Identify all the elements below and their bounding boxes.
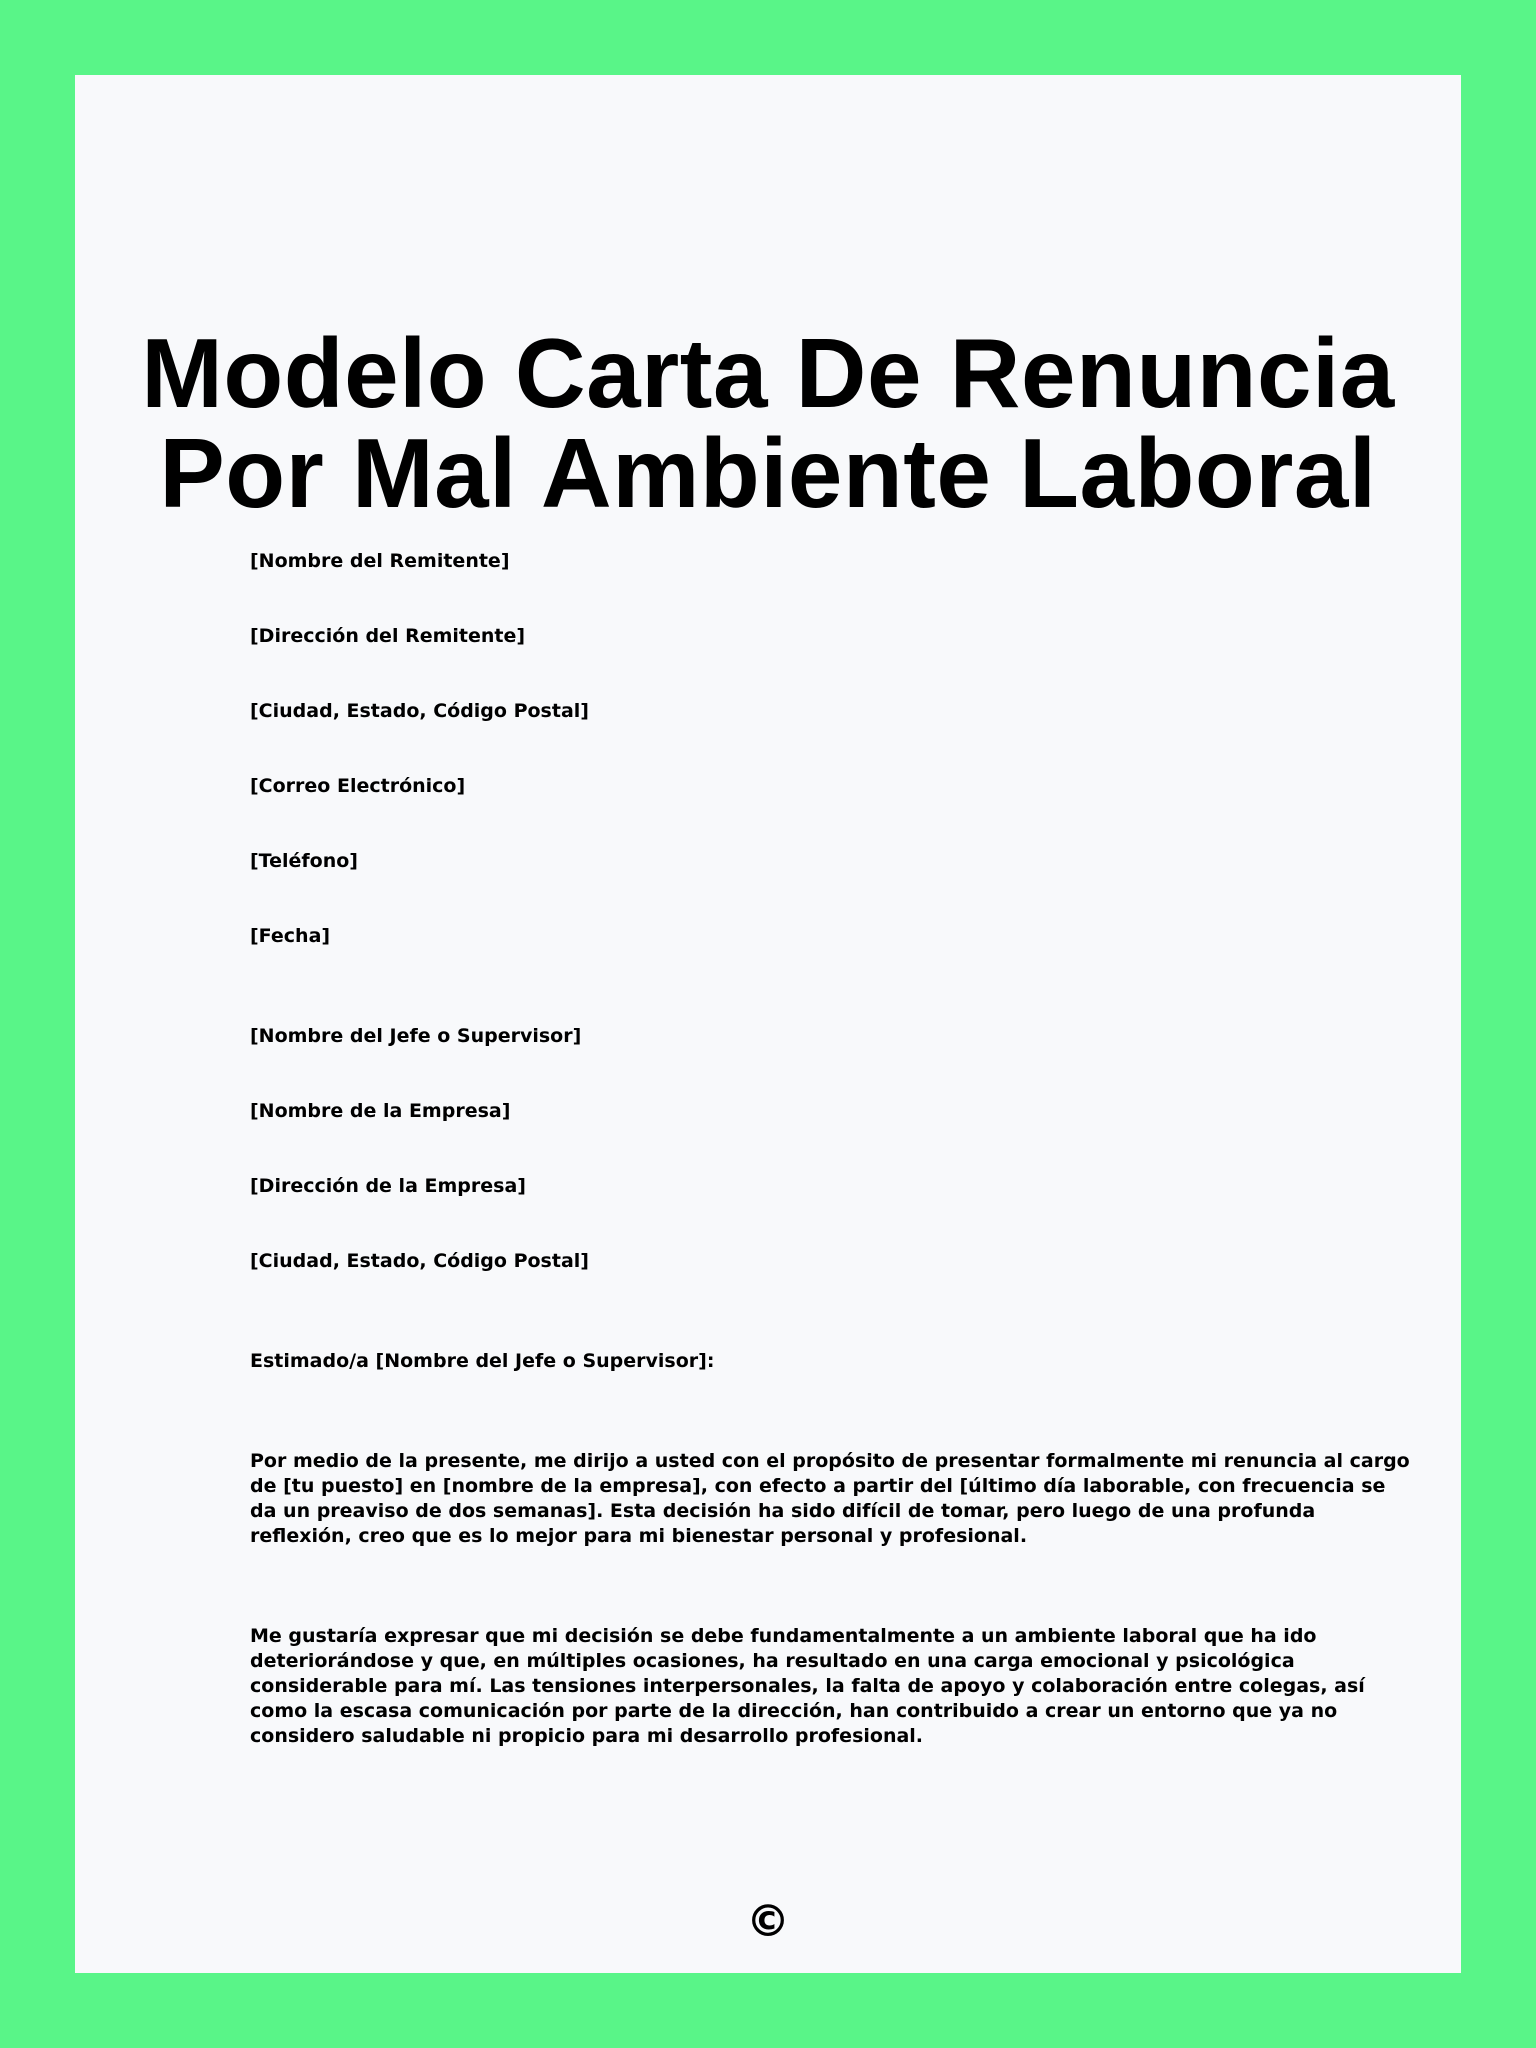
letter-date: [Fecha] — [250, 925, 331, 947]
title-line-1: Modelo Carta De Renuncia — [141, 318, 1395, 428]
paragraph-2-line: como la escasa comunicación por parte de la dirección, han contribuido a crear un entorno que ya no — [250, 1700, 1338, 1722]
paragraph-2-line: deteriorándose y que, en múltiples ocasiones, ha resultado en una carga emocional y psicológica — [250, 1650, 1295, 1672]
paragraph-2-line: considerable para mí. Las tensiones interpersonales, la falta de apoyo y colaboración entre colegas, así — [250, 1675, 1365, 1697]
body-paragraph-1 — [250, 1449, 1410, 1549]
document-title — [75, 318, 1461, 528]
recipient-name: [Nombre del Jefe o Supervisor] — [250, 1025, 582, 1047]
sender-address: [Dirección del Remitente] — [250, 625, 526, 647]
sender-name: [Nombre del Remitente] — [250, 550, 510, 572]
recipient-company: [Nombre de la Empresa] — [250, 1100, 511, 1122]
paragraph-1-line: da un preaviso de dos semanas]. Esta decisión ha sido difícil de tomar, pero luego de una profunda — [250, 1500, 1316, 1522]
paragraph-1-line: reflexión, creo que es lo mejor para mi bienestar personal y profesional. — [250, 1525, 1028, 1547]
paragraph-1-line: de [tu puesto] en [nombre de la empresa], con efecto a partir del [último día laborable, con frecuencia se — [250, 1475, 1386, 1497]
copyright-icon: © — [746, 1896, 790, 1947]
recipient-address: [Dirección de la Empresa] — [250, 1175, 526, 1197]
sender-city: [Ciudad, Estado, Código Postal] — [250, 700, 589, 722]
recipient-city: [Ciudad, Estado, Código Postal] — [250, 1250, 589, 1272]
salutation: Estimado/a [Nombre del Jefe o Supervisor]: — [250, 1350, 715, 1372]
sender-email: [Correo Electrónico] — [250, 775, 466, 797]
paragraph-1-line: Por medio de la presente, me dirijo a usted con el propósito de presentar formalmente mi renuncia al cargo — [250, 1450, 1410, 1472]
body-paragraph-2 — [250, 1624, 1365, 1749]
paragraph-2-line: considero saludable ni propicio para mi desarrollo profesional. — [250, 1725, 924, 1747]
paragraph-2-line: Me gustaría expresar que mi decisión se debe fundamentalmente a un ambiente laboral que ha ido — [250, 1625, 1317, 1647]
document-page — [75, 75, 1461, 1973]
sender-phone: [Teléfono] — [250, 850, 358, 872]
title-line-2: Por Mal Ambiente Laboral — [159, 418, 1377, 528]
